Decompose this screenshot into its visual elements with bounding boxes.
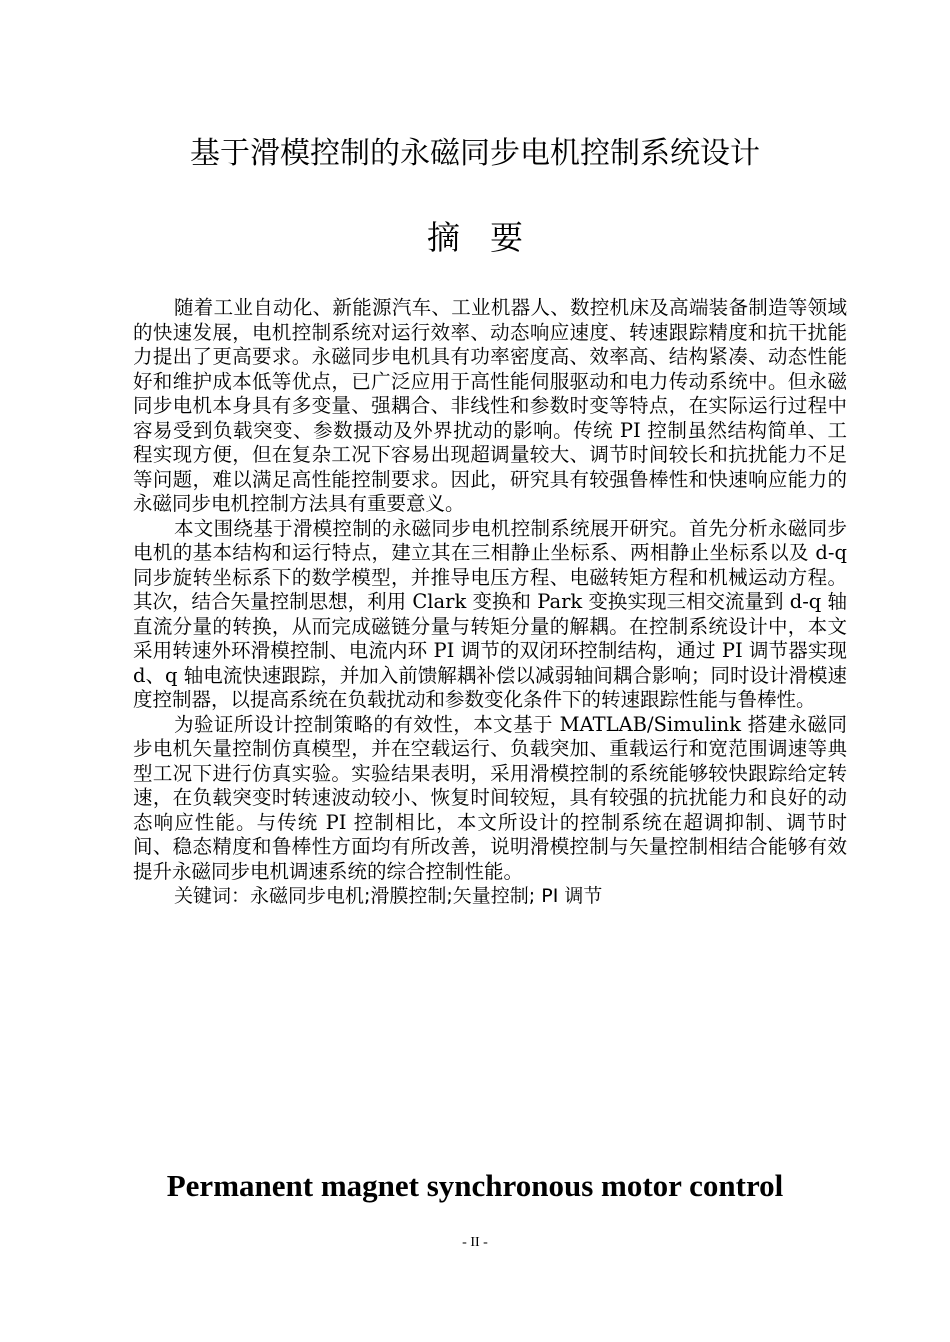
english-title: Permanent magnet synchronous motor control (166, 1168, 784, 1203)
chinese-title: 基于滑模控制的永磁同步电机控制系统设计 (190, 136, 760, 171)
abstract-heading: 摘要 (427, 218, 553, 257)
page-number: - II - (462, 1235, 488, 1250)
abstract-paragraph-3: 为验证所设计控制策略的有效性，本文基于 MATLAB/Simulink 搭建永磁同步电机矢量控制仿真模型，并在空载运行、负载突加、重载运行和宽范围调速等典型工况下进行仿真实验。实验结果表明，采用滑模控制的系统能够较快跟踪给定转速，在负载突变时转速波动较小、恢复时间较短，具有较强的抗扰能力和良好的动态响应性能。与传统 PI 控制相比，本文所设计的控制系统在超调抑制、调节时间、稳态精度和鲁棒性方面均有所改善，说明滑模控制与矢量控制相结合能够有效提升永磁同步电机调速系统的综合控制性能。 (133, 712, 847, 883)
abstract-paragraph-2: 本文围绕基于滑模控制的永磁同步电机控制系统展开研究。首先分析永磁同步电机的基本结构和运行特点，建立其在三相静止坐标系、两相静止坐标系以及 d-q 同步旋转坐标系下的数学模型，并推导电压方程、电磁转矩方程和机械运动方程。其次，结合矢量控制思想，利用 Clark 变换和 Park 变换实现三相交流量到 d-q 轴直流分量的转换，从而完成磁链分量与转矩分量的解耦。在控制系统设计中，本文采用转速外环滑模控制、电流内环 PI 调节的双闭环控制结构，通过 PI 调节器实现 d、q 轴电流快速跟踪，并加入前馈解耦补偿以减弱轴间耦合影响；同时设计滑模速度控制器，以提高系统在负载扰动和参数变化条件下的转速跟踪性能与鲁棒性。 (133, 516, 847, 711)
abstract-body (133, 296, 847, 909)
keywords-line: 关键词：永磁同步电机;滑膜控制;矢量控制; PI 调节 (174, 885, 603, 907)
abstract-paragraph-1: 随着工业自动化、新能源汽车、工业机器人、数控机床及高端装备制造等领域的快速发展，电机控制系统对运行效率、动态响应速度、转速跟踪精度和抗干扰能力提出了更高要求。永磁同步电机具有功率密度高、效率高、结构紧凑、动态性能好和维护成本低等优点，已广泛应用于高性能伺服驱动和电力传动系统中。但永磁同步电机本身具有多变量、强耦合、非线性和参数时变等特点，在实际运行过程中容易受到负载突变、参数摄动及外界扰动的影响。传统 PI 控制虽然结构简单、工程实现方便，但在复杂工况下容易出现超调量较大、调节时间较长和抗扰能力不足等问题，难以满足高性能控制要求。因此，研究具有较强鲁棒性和快速响应能力的永磁同步电机控制方法具有重要意义。 (133, 296, 847, 515)
